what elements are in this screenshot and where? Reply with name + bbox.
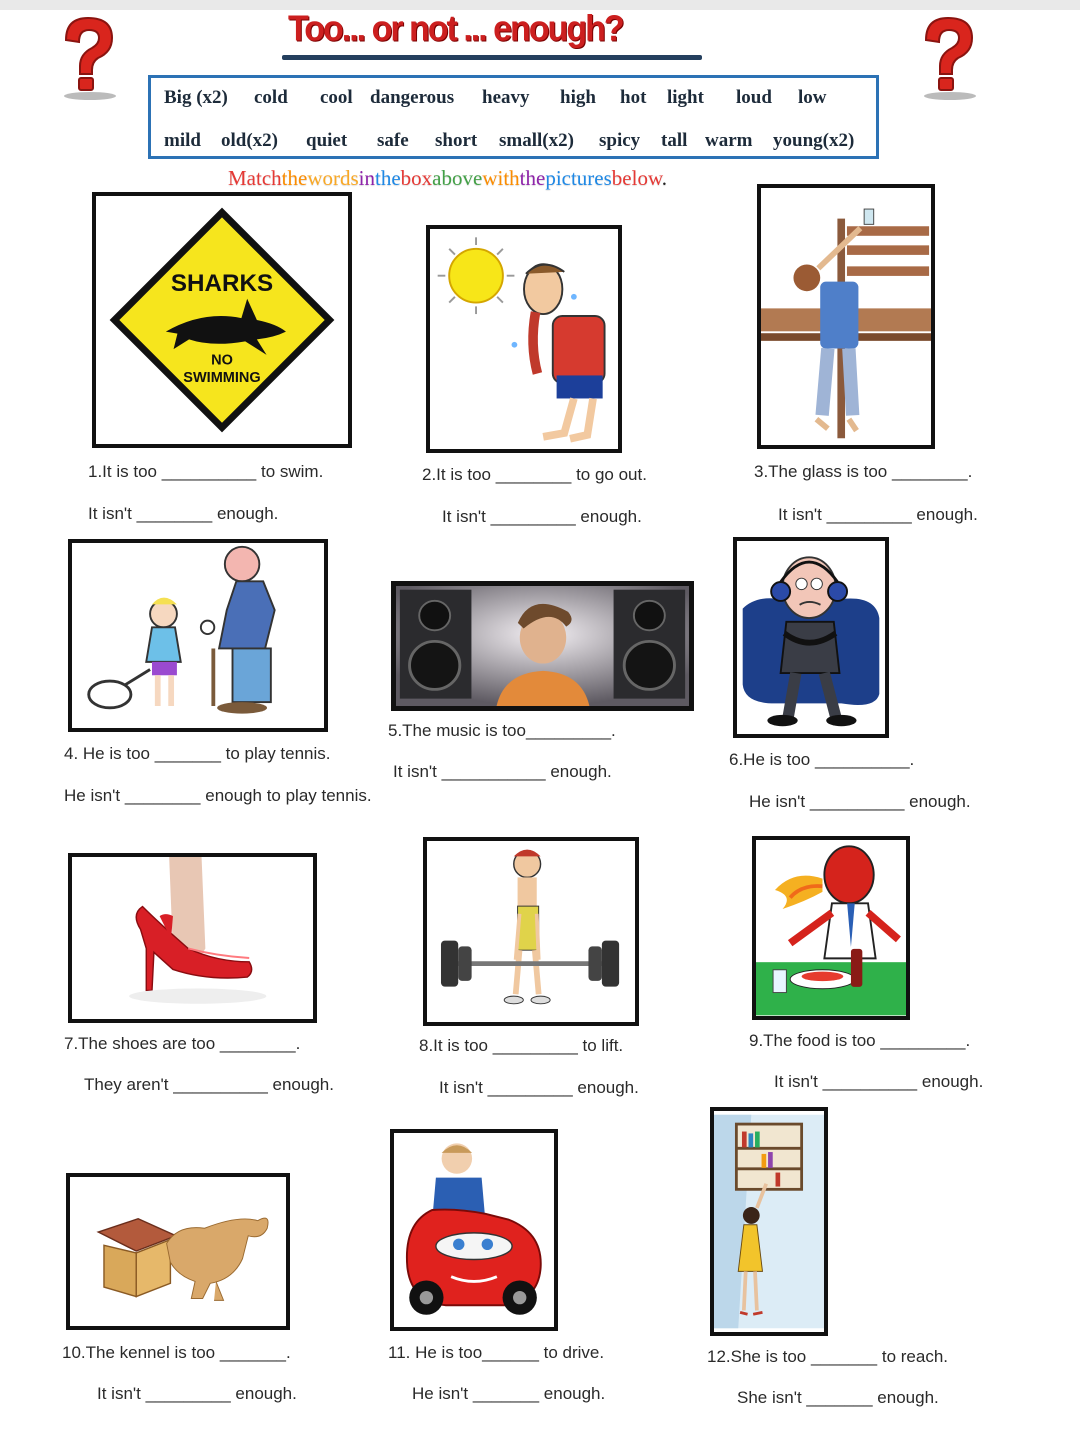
exercise-5-line2: It isn't ___________ enough.: [393, 762, 612, 781]
instruction-word: below: [611, 166, 662, 190]
exercise-7-line2: They aren't __________ enough.: [84, 1075, 334, 1094]
picture-girl-and-old-man: [68, 539, 328, 732]
sign-text-no: NO: [211, 352, 233, 369]
exercise-9-line1: 9.The food is too _________.: [749, 1031, 971, 1050]
instruction-word: above: [432, 166, 483, 190]
exercise-12-line2: She isn't _______ enough.: [737, 1388, 939, 1407]
word-item: cool: [320, 87, 353, 108]
word-row-1: [151, 87, 876, 117]
instruction-word: Match: [228, 166, 282, 190]
word-item: short: [435, 130, 478, 151]
exercise-2-line1: 2.It is too ________ to go out.: [422, 465, 647, 484]
word-item: young(x2): [773, 130, 855, 151]
hot-man-illustration: [430, 229, 618, 449]
exercise-11-line1: 11. He is too______ to drive.: [388, 1343, 605, 1362]
picture-cold-man: [733, 537, 889, 738]
cold-man-illustration: [737, 541, 885, 734]
word-item: quiet: [306, 130, 348, 151]
instruction-word: the: [281, 166, 308, 190]
exercise-1-line2: It isn't ________ enough.: [88, 504, 279, 523]
word-row-2: [151, 130, 876, 160]
word-item: mild: [164, 130, 201, 151]
question-mark-icon: [912, 12, 982, 102]
picture-girl-bookshelf: [710, 1107, 828, 1336]
instruction-word: with: [482, 166, 520, 190]
exercise-10-line2: It isn't _________ enough.: [97, 1384, 297, 1403]
word-item: high: [560, 87, 596, 108]
word-item: low: [798, 87, 827, 108]
word-item: old(x2): [221, 130, 278, 151]
exercise-4-line1: 4. He is too _______ to play tennis.: [64, 744, 331, 763]
word-item: cold: [254, 87, 288, 108]
girl-bookshelf-illustration: [714, 1111, 824, 1332]
girl-and-old-man-illustration: [72, 543, 324, 728]
word-item: heavy: [482, 87, 530, 108]
instruction-word: box: [400, 166, 433, 190]
exercise-9-line2: It isn't __________ enough.: [774, 1072, 984, 1091]
instruction: [228, 166, 667, 191]
picture-red-high-heels: [68, 853, 317, 1023]
exercise-12-line1: 12.She is too _______ to reach.: [707, 1347, 949, 1366]
instruction-word: the: [519, 166, 546, 190]
word-box: [148, 75, 879, 159]
exercise-6-line2: He isn't __________ enough.: [749, 792, 971, 811]
sign-text-swimming: SWIMMING: [183, 370, 261, 386]
page-title: Too... or not ... enough?: [288, 9, 623, 49]
exercise-6-line1: 6.He is too __________.: [729, 750, 915, 769]
girl-reaching-glass-illustration: [761, 188, 931, 445]
word-item: spicy: [599, 130, 641, 151]
word-item: small(x2): [499, 130, 574, 151]
exercise-5-line1: 5.The music is too_________.: [388, 721, 616, 740]
exercise-1-line1: 1.It is too __________ to swim.: [88, 462, 324, 481]
word-item: safe: [377, 130, 409, 151]
sharks-sign-illustration: [96, 196, 348, 444]
exercise-3-line2: It isn't _________ enough.: [778, 505, 978, 524]
exercise-3-line1: 3.The glass is too ________.: [754, 462, 973, 481]
picture-hot-man: [426, 225, 622, 453]
word-item: dangerous: [370, 87, 455, 108]
dog-kennel-illustration: [70, 1177, 286, 1326]
word-item: loud: [736, 87, 772, 108]
title-underline: [282, 55, 702, 60]
picture-sharks-sign: [92, 192, 352, 448]
instruction-word: the: [375, 166, 401, 190]
loud-speakers-illustration: [396, 586, 689, 706]
exercise-10-line1: 10.The kennel is too _______.: [62, 1343, 291, 1362]
picture-girl-reaching-glass: [757, 184, 935, 449]
picture-loud-speakers: [391, 581, 694, 711]
word-item: tall: [661, 130, 688, 151]
instruction-word: pictures: [545, 166, 612, 190]
instruction-word: .: [661, 166, 668, 190]
question-mark-icon: [52, 12, 122, 102]
toddler-car-illustration: [394, 1133, 554, 1327]
picture-spicy-food: [752, 836, 910, 1020]
picture-dog-kennel: [66, 1173, 290, 1330]
instruction-word: words: [307, 166, 359, 190]
exercise-4-line2: He isn't ________ enough to play tennis.: [64, 786, 372, 805]
word-item: hot: [620, 87, 647, 108]
sign-text-top: SHARKS: [170, 269, 274, 297]
word-item: Big (x2): [164, 87, 228, 108]
picture-toddler-car: [390, 1129, 558, 1331]
exercise-8-line1: 8.It is too _________ to lift.: [419, 1036, 624, 1055]
exercise-11-line2: He isn't _______ enough.: [412, 1384, 606, 1403]
word-item: warm: [705, 130, 753, 151]
exercise-7-line1: 7.The shoes are too ________.: [64, 1034, 301, 1053]
red-high-heels-illustration: [72, 857, 313, 1019]
exercise-2-line2: It isn't _________ enough.: [442, 507, 642, 526]
instruction-word: in: [358, 166, 375, 190]
exercise-8-line2: It isn't _________ enough.: [439, 1078, 639, 1097]
weightlifter-illustration: [427, 841, 635, 1022]
word-item: light: [667, 87, 704, 108]
spicy-food-illustration: [756, 840, 906, 1016]
picture-weightlifter: [423, 837, 639, 1026]
